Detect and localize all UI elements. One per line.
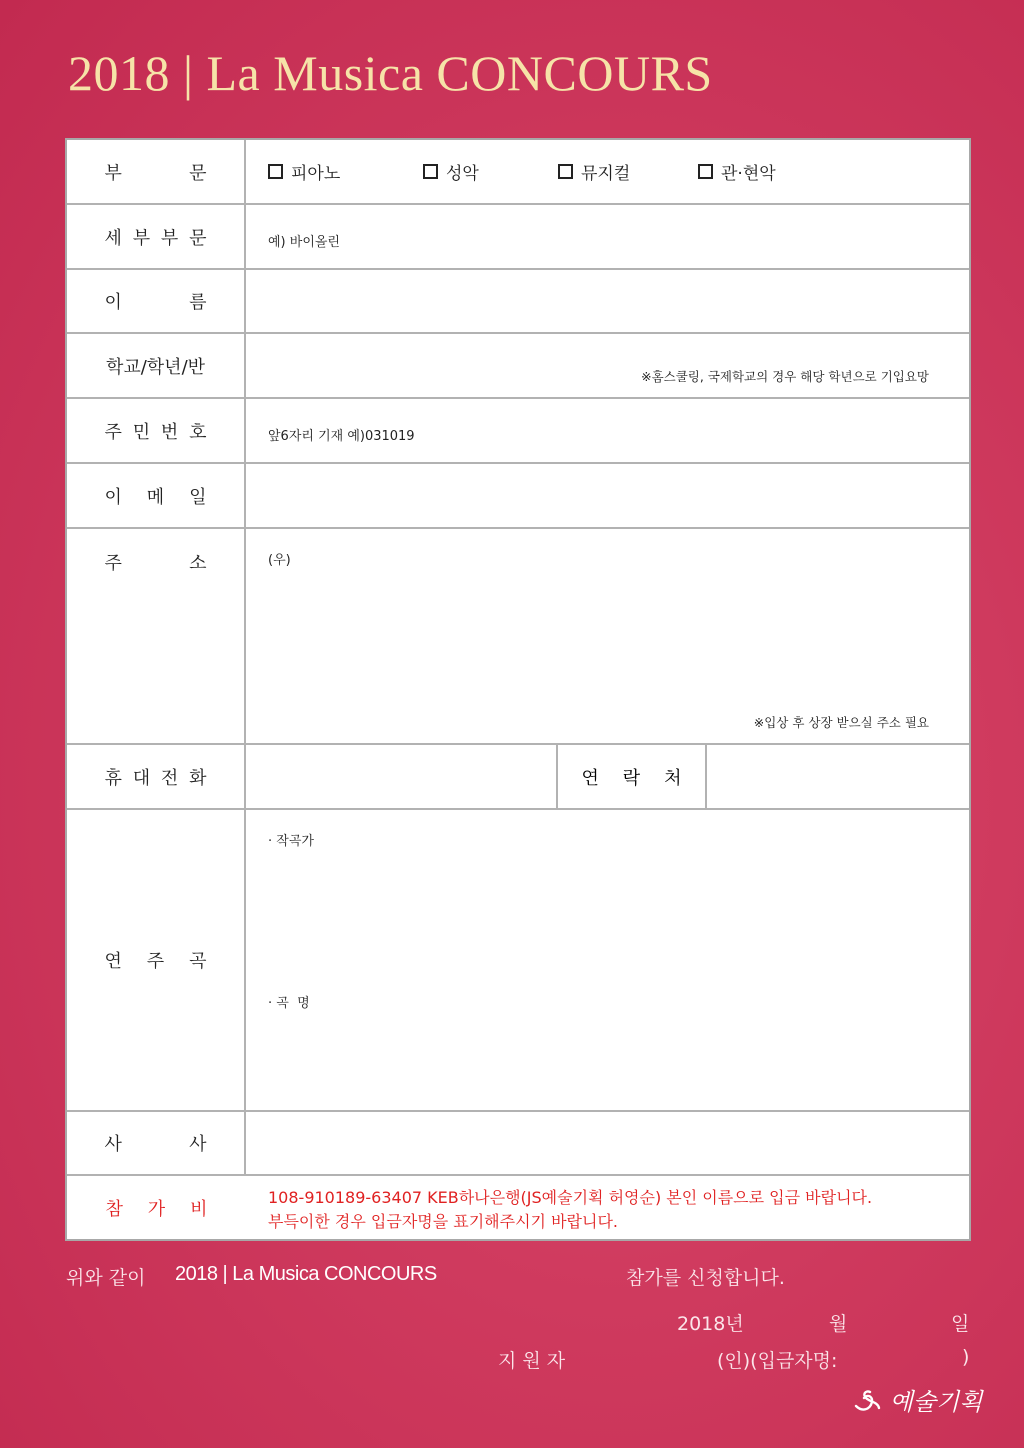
- address-note: ※입상 후 상장 받으실 주소 필요: [753, 715, 929, 730]
- row-school: [67, 334, 969, 399]
- school-field[interactable]: [246, 334, 969, 397]
- email-field[interactable]: [246, 464, 969, 527]
- sub-division-field[interactable]: [246, 205, 969, 268]
- school-note: ※홈스쿨링, 국제학교의 경우 해당 학년으로 기입요망: [641, 369, 929, 384]
- checkbox-instrumental[interactable]: 관·현악: [698, 159, 776, 184]
- js-logo-icon: [852, 1388, 882, 1414]
- checkbox-square-icon: [698, 164, 713, 179]
- fee-note-line: 부득이한 경우 입금자명을 표기해주시기 바랍니다.: [268, 1212, 619, 1231]
- checkbox-musical[interactable]: 뮤지컬: [558, 159, 698, 184]
- mobile-field[interactable]: [246, 745, 556, 808]
- label-address: 주 소: [67, 529, 246, 743]
- page-title: 2018 | La Musica CONCOURS: [68, 45, 713, 101]
- label-division: 부 문: [67, 140, 246, 203]
- label-sub-division: 세 부 부 문: [67, 205, 246, 268]
- piece-title-hint: · 곡 명: [268, 996, 310, 1011]
- row-phone: [67, 745, 969, 810]
- teacher-field[interactable]: [246, 1112, 969, 1174]
- composer-hint: · 작곡가: [268, 834, 314, 849]
- date-year: 2018년: [677, 1313, 744, 1335]
- seal-label: (인)(입금자명:: [717, 1350, 838, 1372]
- checkbox-vocal[interactable]: 성악: [423, 159, 558, 184]
- id-number-hint: 앞6자리 기재 예)031019: [268, 429, 415, 444]
- row-email: [67, 464, 969, 529]
- row-piece: [67, 810, 969, 1112]
- checkbox-piano[interactable]: 피아노: [268, 159, 423, 184]
- row-sub-division: [67, 205, 969, 270]
- date-day: 일: [951, 1313, 970, 1335]
- label-piece: 연 주 곡: [67, 810, 246, 1110]
- date-month: 월: [829, 1313, 848, 1335]
- contact-field[interactable]: [707, 745, 969, 808]
- piece-field[interactable]: [246, 810, 969, 1110]
- address-field[interactable]: [246, 529, 969, 743]
- checkbox-square-icon: [268, 164, 283, 179]
- row-name: [67, 270, 969, 334]
- label-id-number: 주 민 번 호: [67, 399, 246, 462]
- checkbox-square-icon: [558, 164, 573, 179]
- id-number-field[interactable]: [246, 399, 969, 462]
- row-teacher: [67, 1112, 969, 1176]
- row-address: [67, 529, 969, 745]
- row-id-number: [67, 399, 969, 464]
- label-school: 학교/학년/반: [67, 334, 246, 397]
- label-fee: 참 가 비: [105, 1198, 208, 1220]
- applicant-label: 지 원 자: [498, 1350, 566, 1372]
- label-name: 이 름: [67, 270, 246, 332]
- name-field[interactable]: [246, 270, 969, 332]
- fee-account-line: 108-910189-63407 KEB하나은행(JS예술기획 허영순) 본인 이름으로 입금 바랍니다.: [268, 1188, 873, 1207]
- division-options: [246, 140, 969, 203]
- brand-logo: 예술기획: [852, 1382, 982, 1417]
- address-hint: (우): [268, 553, 291, 568]
- label-contact: 연 락 처: [556, 745, 707, 808]
- row-fee: [67, 1176, 969, 1239]
- footer-prefix: 위와 같이: [66, 1267, 146, 1289]
- seal-close: ): [962, 1346, 970, 1368]
- application-form: [65, 138, 971, 1241]
- fee-info: [246, 1176, 969, 1239]
- checkbox-square-icon: [423, 164, 438, 179]
- label-mobile: 휴 대 전 화: [67, 745, 246, 808]
- footer-suffix: 참가를 신청합니다.: [626, 1267, 785, 1289]
- label-teacher: 사 사: [67, 1112, 246, 1174]
- row-division: [67, 140, 969, 205]
- label-email: 이 메 일: [67, 464, 246, 527]
- footer-event: 2018 | La Musica CONCOURS: [175, 1263, 437, 1285]
- sub-division-hint: 예) 바이올린: [268, 235, 340, 250]
